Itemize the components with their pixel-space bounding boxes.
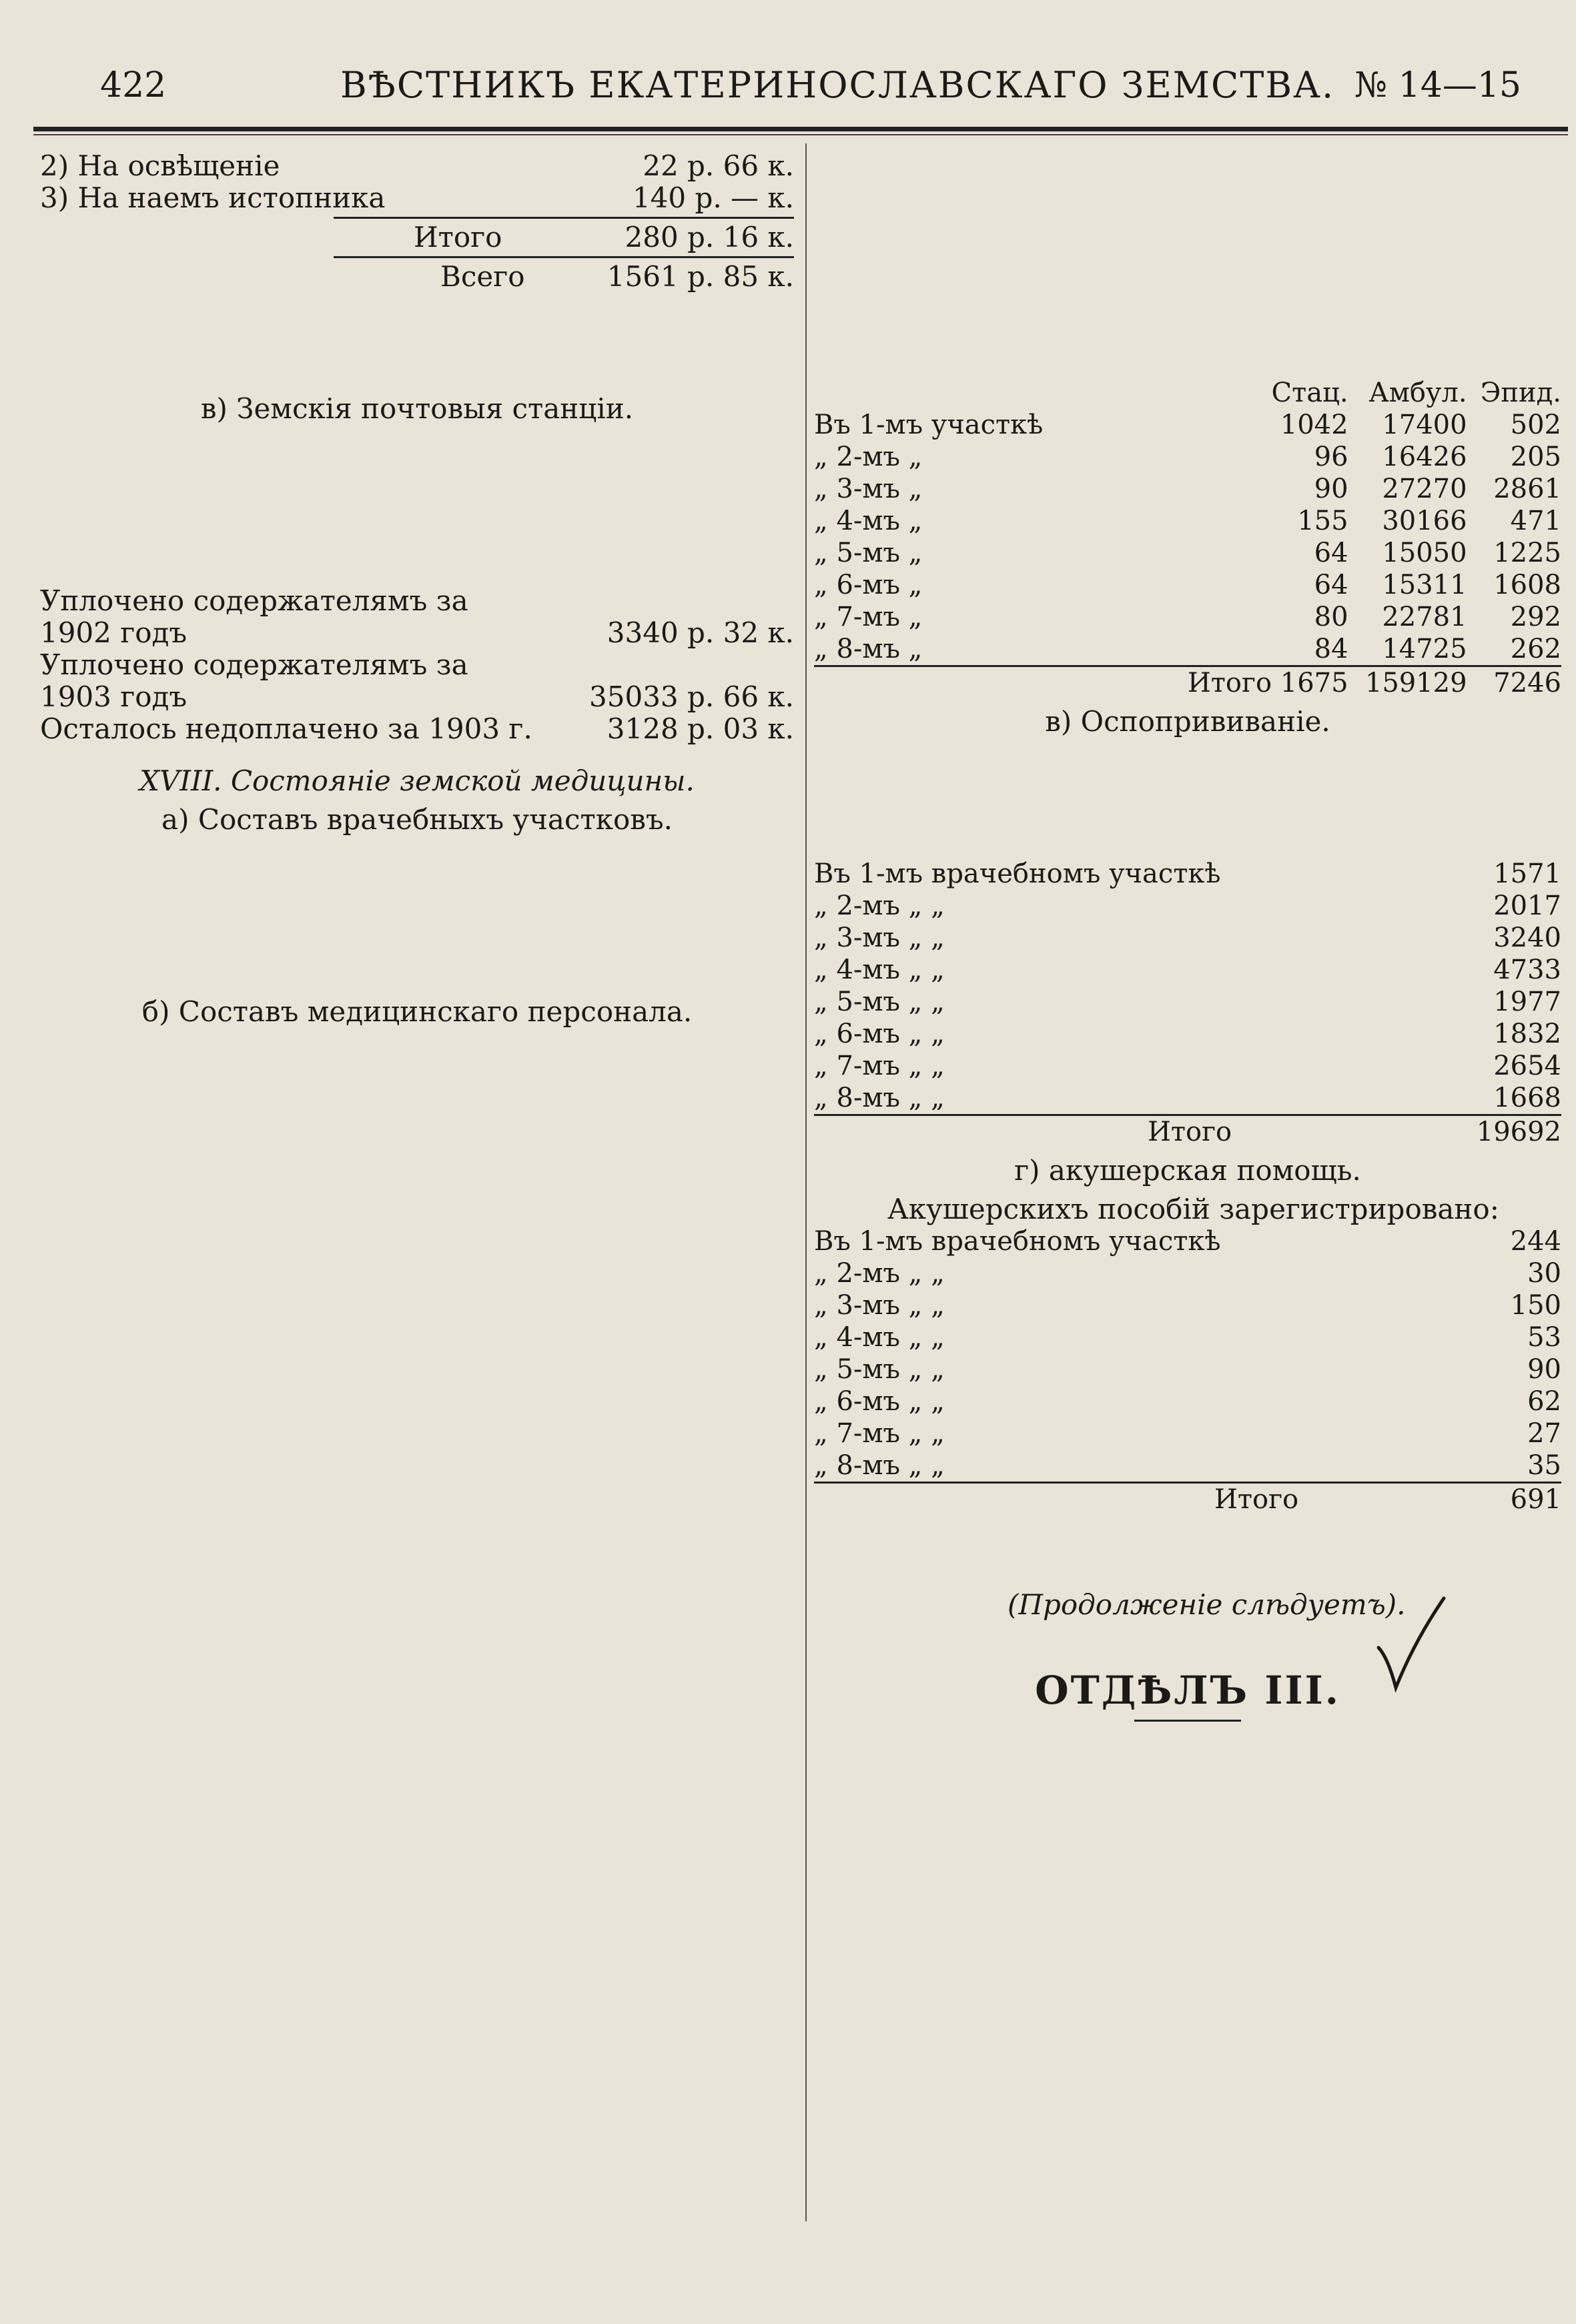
table-header-row [814,377,1561,409]
table-total-row: Итого 19692 [814,1115,1561,1149]
table-row: „ 8-мъ „ „ 1668 [814,1083,1561,1113]
vaccination-table [814,858,1561,1148]
left-column [40,150,794,1028]
patients-table [814,377,1561,699]
postal-row: Осталось недоплачено за 1903 г. 3128 р. 03 к. [40,712,794,745]
table-row: „ 2-мъ „ „ 30 [814,1258,1561,1289]
handwritten-check-mark [1374,1594,1448,1694]
header-rule-thin [33,134,1568,135]
table-row: „ 5-мъ „ „ 1977 [814,987,1561,1017]
table-row: „ 3-мъ „ 90 27270 2861 [814,474,1561,504]
section-rule [1134,1720,1241,1722]
table-row: „ 4-мъ „ 155 30166 471 [814,506,1561,536]
vaccination-heading: в) Оспопрививаніе. [1045,705,1330,738]
column-header: Эпид. [1480,378,1561,408]
medicine-heading: XVIII. Состояніе земской медицины. [139,764,695,797]
right-column [814,150,1561,1742]
sum-rule [334,217,794,219]
column-header: Стац. [1271,378,1348,408]
expense-row: 3) На наемъ истопника 140 р. — к. [40,181,794,214]
subtotal-row: Итого 280 р. 16 к. [414,221,794,253]
table-row: „ 3-мъ „ „ 3240 [814,923,1561,953]
section-b-heading: б) Составъ медицинскаго персонала. [141,995,693,1028]
continued-note: (Продолженіе слѣдуетъ). [1008,1588,1406,1621]
obstetric-heading: г) акушерская помощь. [1014,1154,1361,1187]
table-row: „ 6-мъ „ 64 15311 1608 [814,570,1561,600]
page-number: 422 [100,65,167,105]
postal-row: Уплочено содержателямъ за 1902 годъ 3340 р. 32 к. [40,584,794,649]
table-row: „ 7-мъ „ 80 22781 292 [814,602,1561,632]
table-row: „ 5-мъ „ 64 15050 1225 [814,538,1561,568]
postal-row: Уплочено содержателямъ за 1903 годъ 35033 р. 66 к. [40,648,794,713]
table-row: „ 8-мъ „ 84 14725 262 [814,634,1561,664]
page-header [100,59,1521,112]
table-total-row: Итого 1675 159129 7246 [814,666,1561,700]
column-header: Амбул. [1368,378,1467,408]
table-row: Въ 1-мъ врачебномъ участкѣ 244 [814,1226,1561,1257]
journal-title: ВѢСТНИКЪ ЕКАТЕРИНОСЛАВСКАГО ЗЕМСТВА. [340,64,1335,106]
table-row: „ 6-мъ „ „ 1832 [814,1019,1561,1049]
column-divider [805,143,807,2221]
table-row: „ 4-мъ „ „ 4733 [814,955,1561,985]
table-row: „ 3-мъ „ „ 150 [814,1290,1561,1321]
section-a-heading: а) Составъ врачебныхъ участковъ. [161,803,673,836]
table-row: Въ 1-мъ врачебномъ участкѣ 1571 [814,858,1561,889]
table-row: Въ 1-мъ участкѣ 1042 17400 502 [814,410,1561,440]
section-title: ОТДѢЛЪ III. [1035,1668,1340,1713]
table-row: „ 2-мъ „ 96 16426 205 [814,442,1561,472]
table-row: „ 7-мъ „ „ 2654 [814,1051,1561,1081]
table-row: „ 6-мъ „ „ 62 [814,1386,1561,1417]
sum-rule [334,256,794,258]
total-row: Всего 1561 р. 85 к. [440,260,794,293]
table-total-row: Итого 691 [814,1483,1561,1516]
obstetric-table [814,1225,1561,1516]
issue-number: № 14—15 [1354,65,1521,105]
obstetric-intro: Акушерскихъ пособій зарегистрировано: [887,1193,1499,1225]
table-row: „ 7-мъ „ „ 27 [814,1418,1561,1449]
header-rule [33,127,1568,131]
table-row: „ 5-мъ „ „ 90 [814,1354,1561,1385]
postal-heading: в) Земскія почтовыя станціи. [200,392,634,425]
expense-row: 2) На освѣщеніе 22 р. 66 к. [40,149,794,182]
table-row: „ 8-мъ „ „ 35 [814,1450,1561,1481]
table-row: „ 2-мъ „ „ 2017 [814,891,1561,921]
table-row: „ 4-мъ „ „ 53 [814,1322,1561,1353]
